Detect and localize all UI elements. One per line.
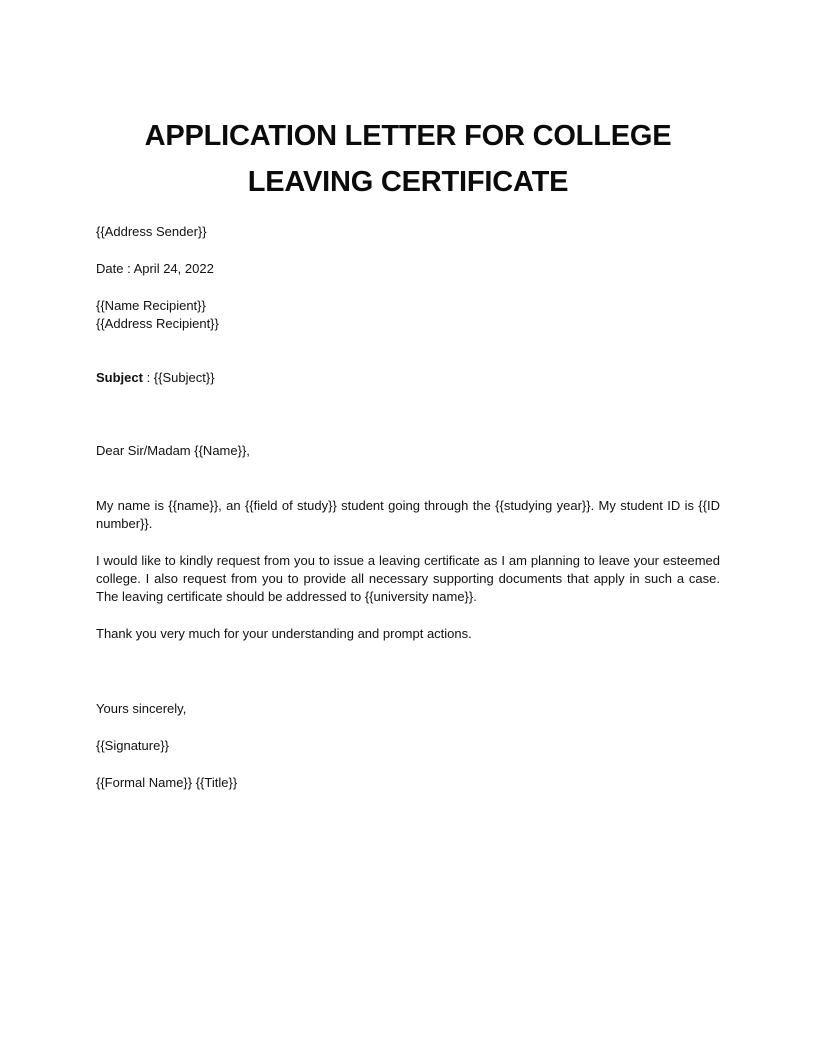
subject-line — [96, 369, 720, 387]
subject-label: Subject — [96, 370, 143, 385]
title-line-1: APPLICATION LETTER FOR COLLEGE — [144, 120, 672, 152]
recipient-name: {{Name Recipient}} — [96, 298, 206, 313]
signature: {{Signature}} — [96, 738, 170, 753]
formal-name-title: {{Formal Name}} {{Title}} — [96, 775, 238, 790]
paragraph-request: I would like to kindly request from you to issue a leaving certificate as I am planning to leave your esteemed college. I also request from you to provide all necessary supporting documents that apply in such a case. The leaving certificate should be addressed to {{university name}}. — [96, 553, 720, 604]
subject-value: : {{Subject}} — [142, 370, 215, 385]
paragraph-thanks: Thank you very much for your understanding and prompt actions. — [96, 626, 472, 641]
document-title — [96, 113, 720, 205]
closing: Yours sincerely, — [96, 701, 187, 716]
salutation: Dear Sir/Madam {{Name}}, — [96, 443, 250, 458]
recipient-address: {{Address Recipient}} — [96, 316, 219, 331]
paragraph-intro: My name is {{name}}, an {{field of study}} student going through the {{studying year}}. My student ID is {{ID number}}. — [96, 498, 720, 531]
date-line: Date : April 24, 2022 — [96, 261, 214, 276]
sender-address: {{Address Sender}} — [96, 224, 207, 239]
title-line-2: LEAVING CERTIFICATE — [247, 166, 569, 198]
